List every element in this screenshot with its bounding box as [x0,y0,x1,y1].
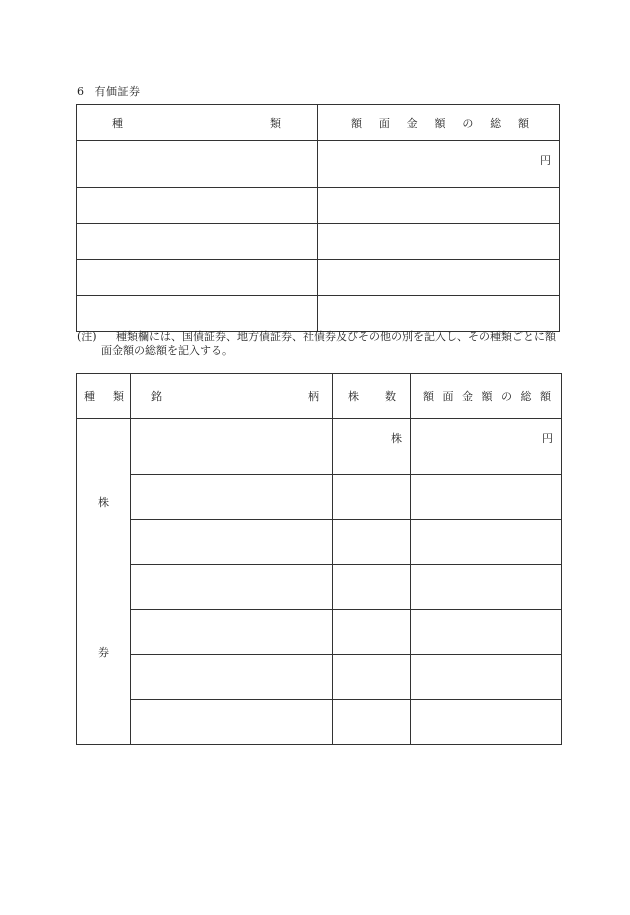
table-row [77,296,560,332]
header-brand [131,374,333,419]
yen-unit: 円 [540,154,551,167]
stock-securities-table [76,373,562,745]
header-total-char: 総 [490,116,502,130]
brand-cell[interactable] [131,610,333,655]
header-total-char: 額 [434,116,446,130]
kind-merged-cell [77,419,131,745]
shares-cell[interactable] [333,655,411,700]
table-row [77,655,562,700]
header-shares-char: 数 [385,390,396,403]
header-shares-char: 株 [348,390,359,403]
total-cell[interactable] [318,141,560,188]
section-number: 6 [77,85,85,98]
header-total-char: 面 [442,390,454,403]
shares-cell[interactable] [333,610,411,655]
header-total-char: 額 [423,390,434,403]
kind-label-stock: 株 [98,496,109,509]
table-row [77,188,560,224]
total-cell[interactable] [411,475,562,520]
total-cell[interactable] [318,224,560,260]
header-total-char: 額 [481,390,493,403]
total-cell[interactable] [411,610,562,655]
kind-cell[interactable] [77,224,318,260]
share-unit: 株 [391,432,402,445]
total-cell[interactable] [411,419,562,475]
header-total-char: 面 [378,116,390,130]
table-row [77,260,560,296]
shares-cell[interactable] [333,419,411,475]
header-face-value-total [318,105,560,141]
brand-cell[interactable] [131,520,333,565]
note-text: 種類欄には、国債証券、地方債証券、社債券及びその他の別を記入し、その種類ごとに額面金額の総額を記入する。 [101,330,556,357]
total-cell[interactable] [411,565,562,610]
header-total-char: の [462,116,474,130]
table-row [77,520,562,565]
kind-label-certificate: 券 [98,646,109,659]
brand-cell[interactable] [131,565,333,610]
header-kind-char: 種 [84,390,95,403]
total-cell[interactable] [411,520,562,565]
kind-cell[interactable] [77,296,318,332]
header-total-char: 額 [517,116,529,130]
securities-type-table [76,104,560,332]
header-total-char: 額 [351,116,362,130]
kind-cell[interactable] [77,141,318,188]
header-kind-char: 種 [112,116,123,130]
shares-cell[interactable] [333,520,411,565]
total-cell[interactable] [411,700,562,745]
section-title: 有価証券 [94,85,141,98]
total-cell[interactable] [318,260,560,296]
yen-unit: 円 [542,432,553,445]
table-header-row [77,105,560,141]
header-total-char: 総 [520,390,532,403]
total-cell[interactable] [411,655,562,700]
header-kind [77,105,318,141]
kind-cell[interactable] [77,188,318,224]
table-row [77,224,560,260]
section-heading [77,83,141,99]
table-row [77,610,562,655]
brand-cell[interactable] [131,700,333,745]
shares-cell[interactable] [333,700,411,745]
header-total-char: 金 [406,116,418,130]
header-shares [333,374,411,419]
table-row [77,141,560,188]
brand-cell[interactable] [131,475,333,520]
header-total-char: の [501,390,512,403]
brand-cell[interactable] [131,655,333,700]
table-row [77,475,562,520]
table-row [77,419,562,475]
header-brand-char: 銘 [151,390,162,403]
shares-cell[interactable] [333,565,411,610]
table-row [77,700,562,745]
note [77,330,557,358]
brand-cell[interactable] [131,419,333,475]
kind-cell[interactable] [77,260,318,296]
shares-cell[interactable] [333,475,411,520]
header-kind-char: 類 [270,116,281,130]
table-row [77,565,562,610]
header-total-char: 額 [540,390,551,403]
note-tag: (注) [77,330,97,343]
header-face-value-total [411,374,562,419]
total-cell[interactable] [318,296,560,332]
header-kind-char: 類 [113,390,124,403]
table-header-row [77,374,562,419]
header-total-char: 金 [462,390,473,403]
total-cell[interactable] [318,188,560,224]
header-brand-char: 柄 [308,390,319,403]
header-kind [77,374,131,419]
